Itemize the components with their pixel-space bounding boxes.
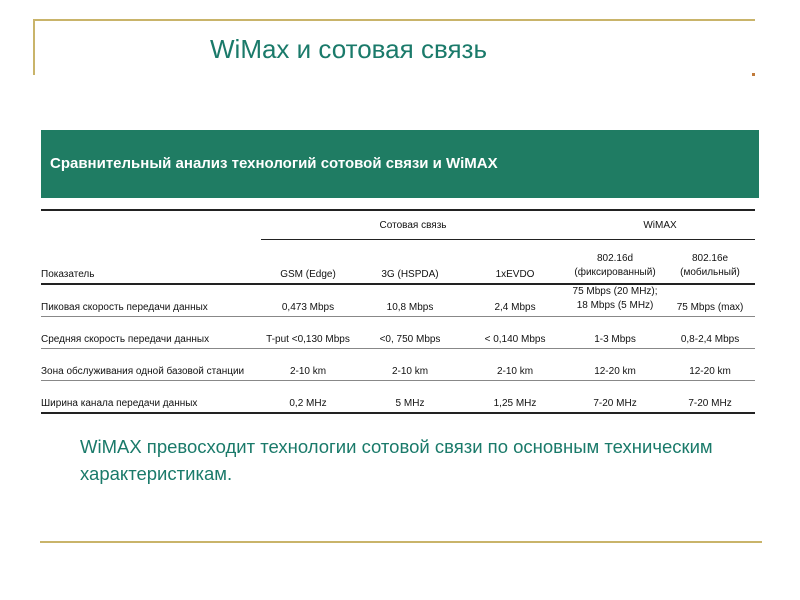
header-evdo: 1xEVDO [495,269,535,280]
frame-left-line [33,19,35,75]
cell-gsm: 0,2 MHz [289,398,327,409]
cell-80216e: 0,8-2,4 Mbps [680,334,740,345]
table-header-row [41,240,755,285]
cell-gsm: 0,473 Mbps [281,302,335,313]
cell-3g: 2-10 km [391,366,429,377]
frame-accent-dot [752,73,755,76]
cell-3g: 5 MHz [395,398,425,409]
row-label-avg-rate: Средняя скорость передачи данных [41,334,210,345]
banner-title: Сравнительный анализ технологий сотовой связи и WiMAX [50,155,498,172]
group-wimax-header: WiMAX [565,210,755,240]
table-banner [41,130,759,198]
cell-evdo: 2-10 km [496,366,534,377]
cell-evdo: 2,4 Mbps [494,302,536,313]
table-row [41,381,755,414]
row-label-peak-rate: Пиковая скорость передачи данных [41,302,208,313]
slide-title: WiMax и сотовая связь [210,34,488,64]
cell-80216d: 12-20 km [594,366,636,377]
header-3g: 3G (HSPDA) [381,269,439,280]
group-cellular-header: Сотовая связь [261,210,565,240]
row-label-coverage: Зона обслуживания одной базовой станции [41,366,245,377]
header-80216d: 802.16d (фиксированный) [574,253,656,278]
header-gsm: GSM (Edge) [280,269,336,280]
table-row [41,349,755,381]
frame-bottom-line [40,541,762,543]
header-80216e: 802.16e (мобильный) [680,253,740,278]
cell-80216d: 7-20 MHz [593,398,637,409]
cell-evdo: 1,25 MHz [493,398,537,409]
cell-3g: <0, 750 Mbps [379,334,441,345]
cell-80216d: 1-3 Mbps [594,334,636,345]
cell-80216e: 7-20 MHz [688,398,732,409]
cell-gsm: T-put <0,130 Mbps [266,334,350,345]
frame-top-line [33,19,755,21]
cell-80216e: 75 Mbps (max) [676,302,744,313]
cell-80216d: 75 Mbps (20 MHz); 18 Mbps (5 MHz) [572,286,658,311]
cell-gsm: 2-10 km [289,366,327,377]
header-metric: Показатель [41,269,95,280]
row-label-bandwidth: Ширина канала передачи данных [41,398,198,409]
table-row [41,317,755,349]
cell-evdo: < 0,140 Mbps [484,334,546,345]
summary-text: WiMAX превосходит технологии сотовой связи по основным техническим характеристикам. [80,436,713,484]
cell-80216e: 12-20 km [689,366,731,377]
cell-3g: 10,8 Mbps [386,302,434,313]
table-group-header-row [41,210,755,240]
comparison-table [41,209,755,414]
table-row [41,284,755,317]
